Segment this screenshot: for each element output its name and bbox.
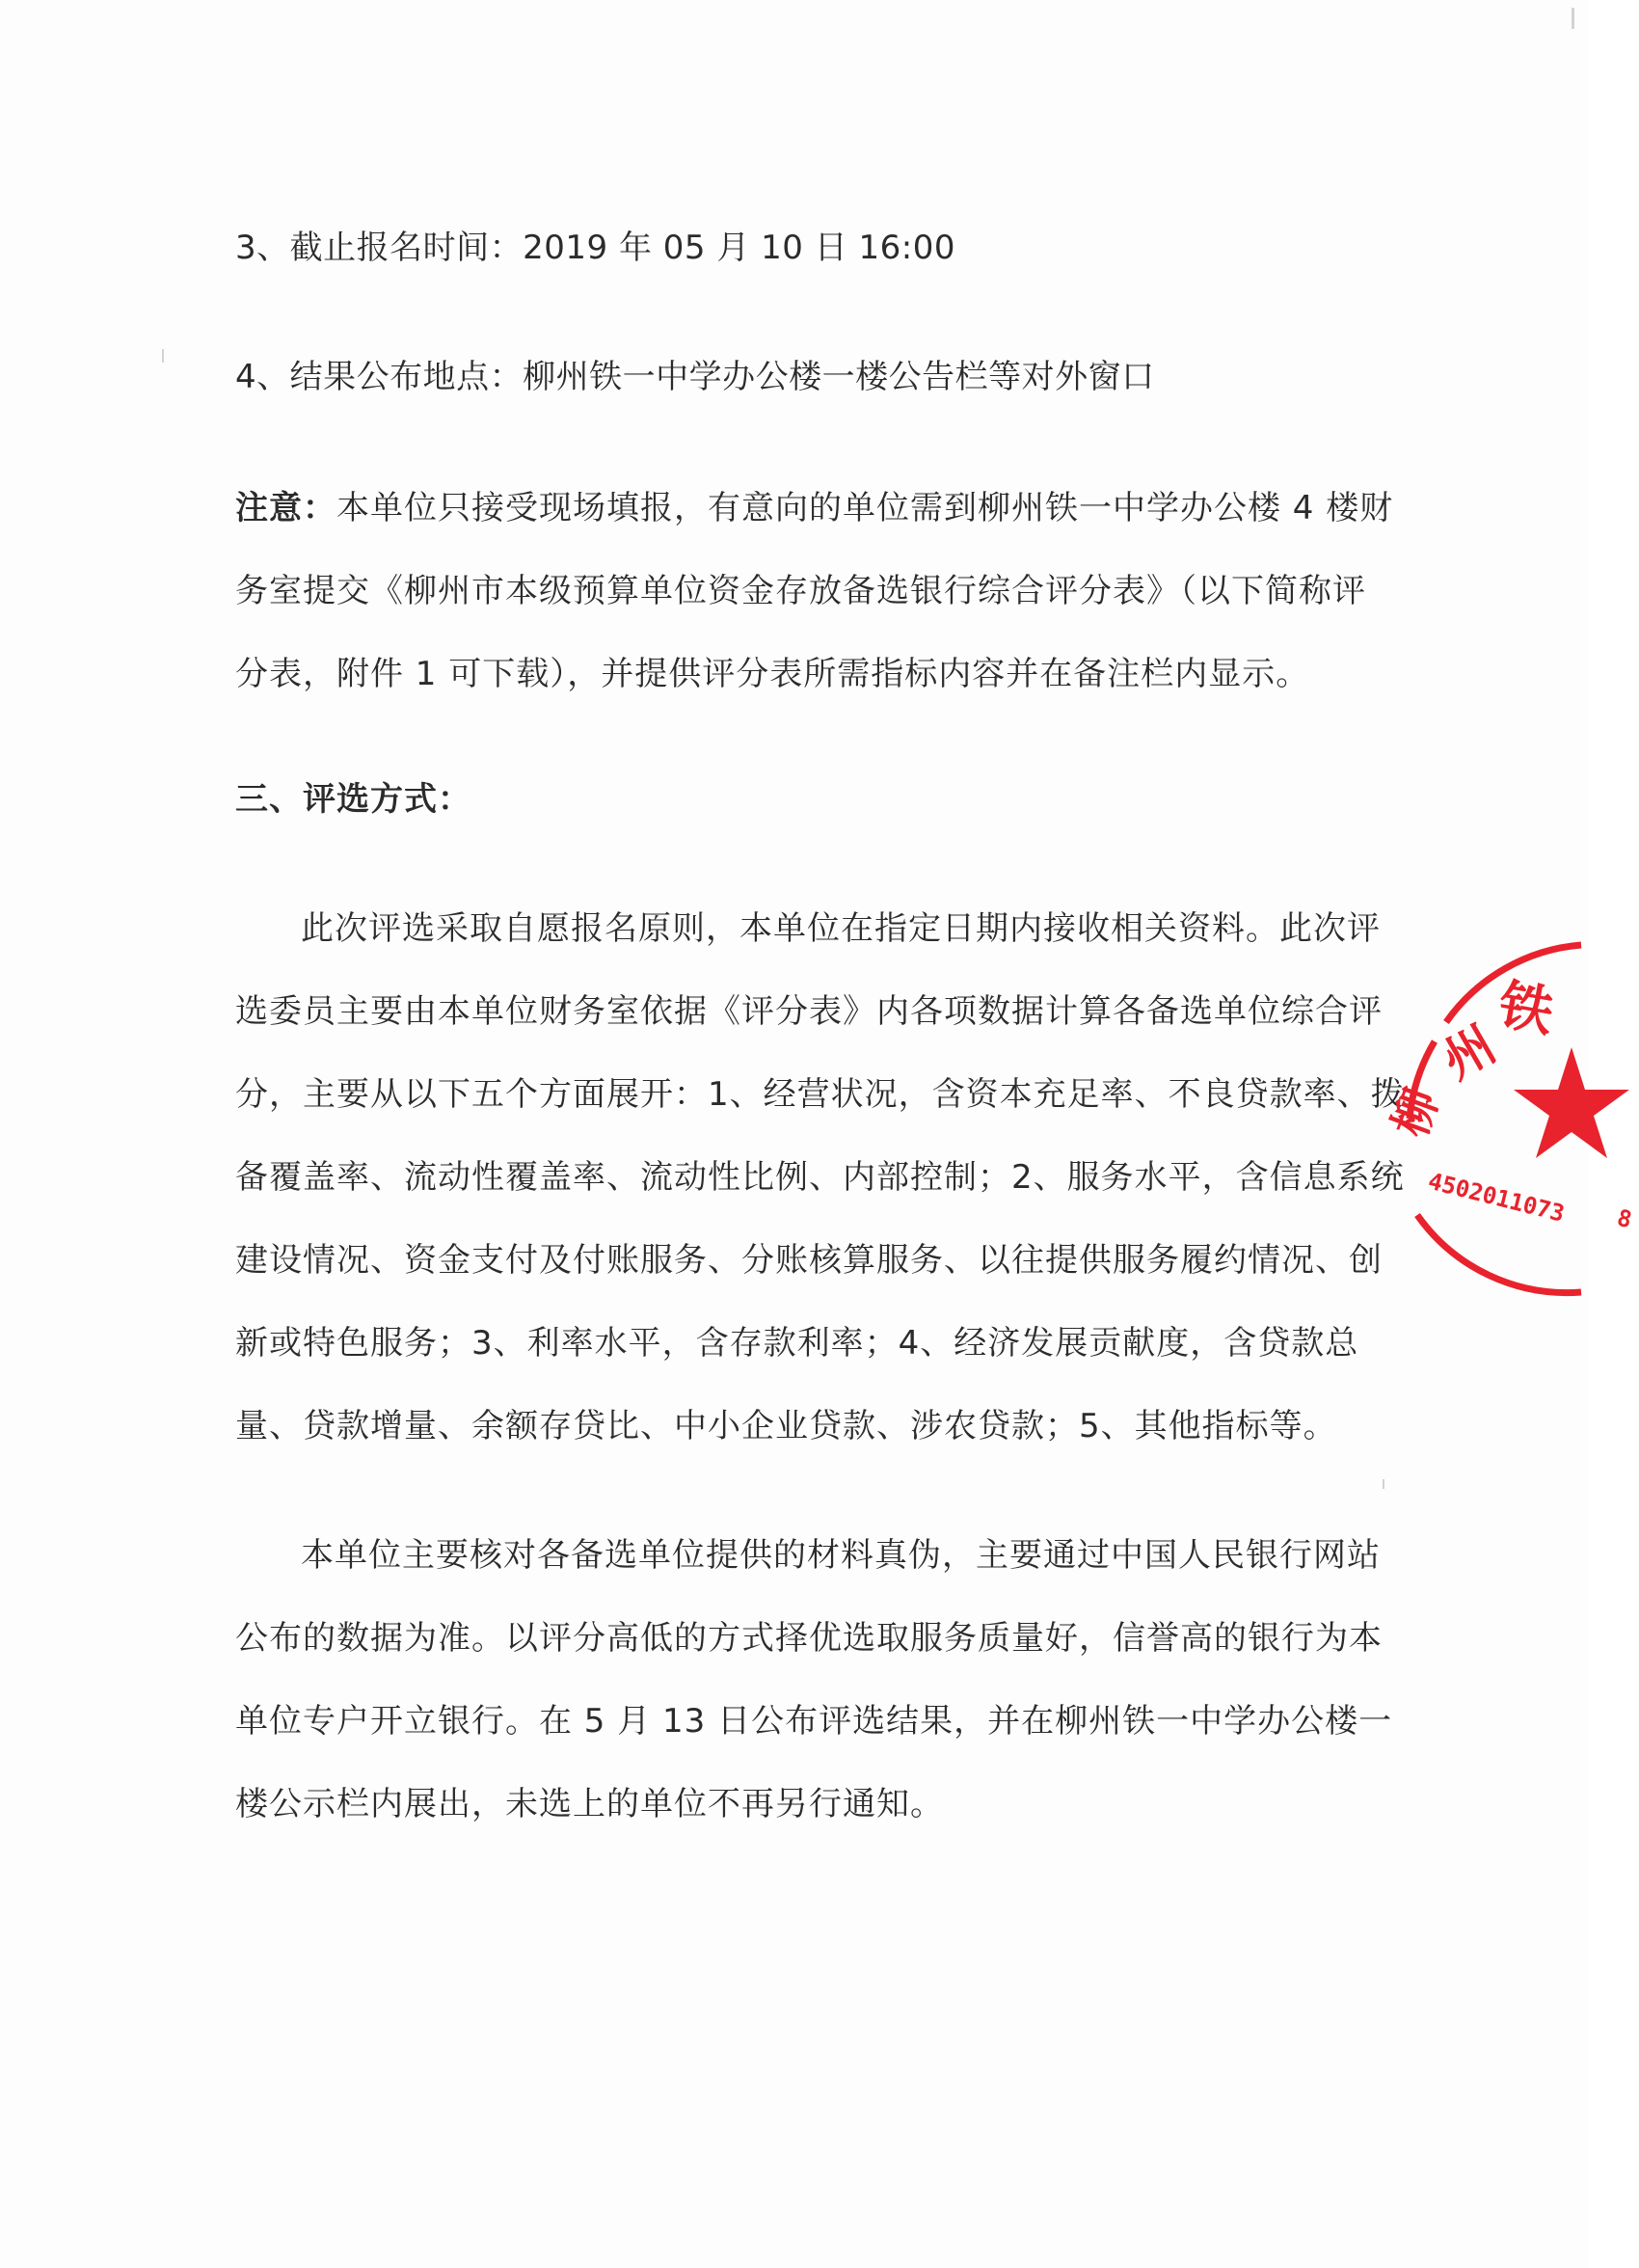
scan-artifact (1572, 8, 1574, 29)
seal-char-tie: 铁 (1493, 973, 1559, 1045)
notice-paragraph (235, 467, 1394, 716)
para1-line-2: 选委员主要由本单位财务室依据《评分表》内各项数据计算各备选单位综合评 (235, 992, 1383, 1031)
para2-line-4: 楼公示栏内展出，未选上的单位不再另行通知。 (235, 1785, 944, 1823)
para1-line-3: 分，主要从以下五个方面展开：1、经营状况，含资本充足率、不良贷款率、拨 (235, 1075, 1405, 1114)
para2-line-2: 公布的数据为准。以评分高低的方式择优选取服务质量好，信誉高的银行为本 (235, 1619, 1383, 1658)
seal-ring-bottom (1417, 1215, 1581, 1293)
seal-char-liu: 柳 (1383, 1081, 1450, 1145)
selection-method-paragraph (235, 887, 1405, 1468)
registration-deadline-line: 3、截止报名时间：2019 年 05 月 10 日 16:00 (235, 229, 956, 267)
notice-line-1 (235, 467, 1394, 550)
para1-line-4: 备覆盖率、流动性覆盖率、流动性比例、内部控制；2、服务水平，含信息系统 (235, 1158, 1405, 1197)
para1-line-7: 量、贷款增量、余额存贷比、中小企业贷款、涉农贷款；5、其他指标等。 (235, 1407, 1337, 1445)
section-3-heading: 三、评选方式： (235, 780, 471, 819)
notice-line-3: 分表，附件 1 可下载），并提供评分表所需指标内容并在备注栏内显示。 (235, 655, 1310, 693)
verification-paragraph (235, 1514, 1393, 1846)
official-seal (1383, 926, 1639, 1273)
notice-label: 注意： (235, 489, 336, 527)
seal-star-icon (1514, 1047, 1629, 1158)
scan-artifact (1383, 1479, 1384, 1489)
seal-char-zhou: 州 (1433, 1015, 1506, 1092)
para1-line-6: 新或特色服务；3、利率水平，含存款利率；4、经济发展贡献度，含贷款总 (235, 1324, 1359, 1363)
para2-line-3: 单位专户开立银行。在 5 月 13 日公布评选结果，并在柳州铁一中学办公楼一 (235, 1702, 1393, 1741)
para1-line-1: 此次评选采取自愿报名原则，本单位在指定日期内接收相关资料。此次评 (301, 909, 1381, 948)
seal-code: 4502011073 (1425, 1167, 1568, 1228)
result-location-line: 4、结果公布地点：柳州铁一中学办公楼一楼公告栏等对外窗口 (235, 358, 1155, 396)
para2-line-1: 本单位主要核对各备选单位提供的材料真伪，主要通过中国人民银行网站 (301, 1536, 1381, 1575)
notice-line-2: 务室提交《柳州市本级预算单位资金存放备选银行综合评分表》（以下简称评 (235, 572, 1366, 610)
scan-artifact (162, 349, 164, 363)
seal-code-tail: 8 (1614, 1203, 1635, 1234)
para1-line-5: 建设情况、资金支付及付账服务、分账核算服务、以往提供服务履约情况、创 (235, 1241, 1383, 1280)
notice-line-1-text: 本单位只接受现场填报，有意向的单位需到柳州铁一中学办公楼 4 楼财 (336, 489, 1394, 527)
